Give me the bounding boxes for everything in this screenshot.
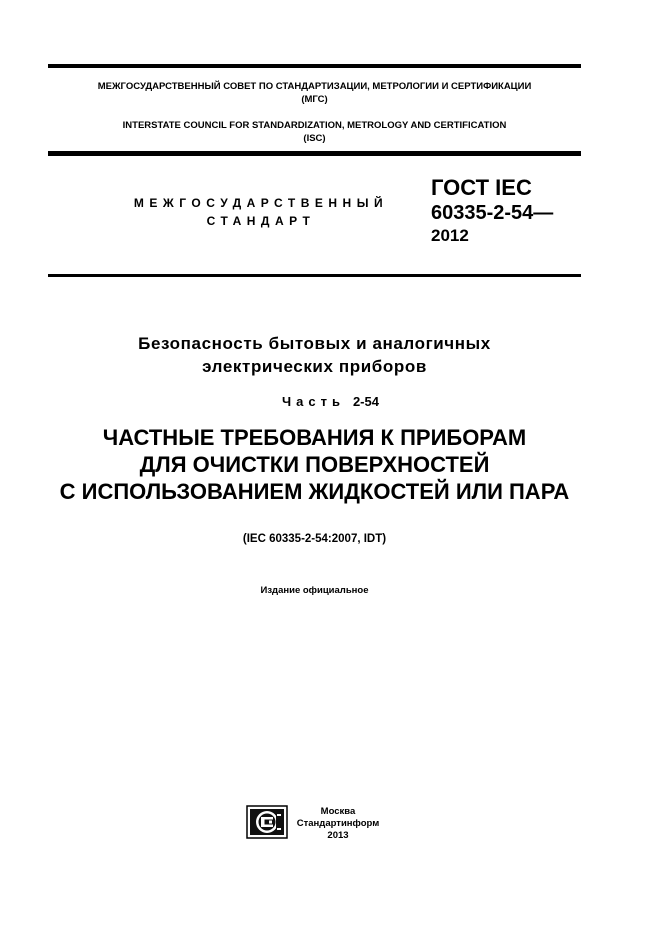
part-label: Часть bbox=[282, 394, 345, 409]
standard-designation-line2: 60335-2-54— bbox=[431, 202, 554, 224]
publisher-city: Москва bbox=[320, 806, 356, 817]
council-en-name: INTERSTATE COUNCIL FOR STANDARDIZATION, METROLOGY AND CERTIFICATION bbox=[122, 120, 507, 131]
council-en-abbreviation: (ISC) bbox=[303, 133, 326, 144]
main-title-line3: С ИСПОЛЬЗОВАНИЕМ ЖИДКОСТЕЙ ИЛИ ПАРА bbox=[59, 479, 570, 504]
iec-reference: (IEC 60335-2-54:2007, IDT) bbox=[242, 533, 387, 545]
standard-designation-line1: ГОСТ IEC bbox=[431, 175, 532, 200]
standartinform-logo-icon bbox=[246, 805, 288, 839]
subtitle-line2: электрических приборов bbox=[202, 357, 427, 376]
designation-bottom-rule bbox=[48, 274, 581, 277]
standard-type-line1: МЕЖГОСУДАРСТВЕННЫЙ bbox=[133, 196, 389, 210]
standard-designation-year: 2012 bbox=[431, 226, 469, 245]
council-ru-abbreviation: (МГС) bbox=[301, 94, 328, 105]
publisher-name: Стандартинформ bbox=[296, 818, 380, 829]
edition-label: Издание официальное bbox=[260, 585, 369, 596]
publication-year: 2013 bbox=[327, 830, 349, 841]
part-designation bbox=[0, 394, 661, 410]
top-rule bbox=[48, 64, 581, 68]
main-title-line2: ДЛЯ ОЧИСТКИ ПОВЕРХНОСТЕЙ bbox=[139, 452, 490, 477]
main-title-line1: ЧАСТНЫЕ ТРЕБОВАНИЯ К ПРИБОРАМ bbox=[102, 425, 527, 450]
standard-type-line2: СТАНДАРТ bbox=[206, 214, 316, 228]
subtitle-line1: Безопасность бытовых и аналогичных bbox=[138, 334, 491, 353]
part-number: 2-54 bbox=[352, 394, 379, 409]
council-ru-name: МЕЖГОСУДАРСТВЕННЫЙ СОВЕТ ПО СТАНДАРТИЗАЦИИ, МЕТРОЛОГИИ И СЕРТИФИКАЦИИ bbox=[97, 81, 532, 92]
header-bottom-rule bbox=[48, 151, 581, 156]
